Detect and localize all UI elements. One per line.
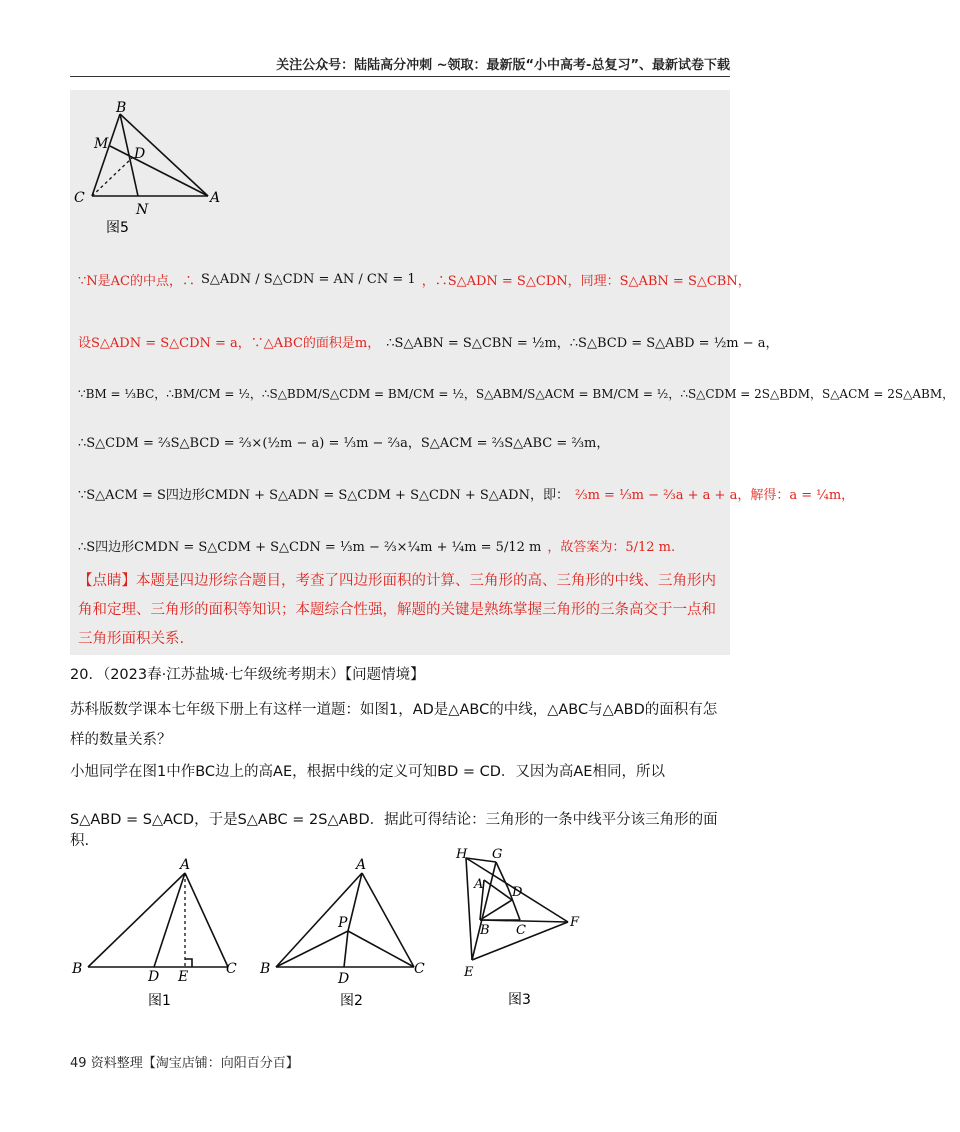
key-point-note: 【点睛】本题是四边形综合题目，考查了四边形面积的计算、三角形的高、三角形的中线、三角形内角和定理、三角形的面积等知识；本题综合性强，解题的关键是熟练掌握三角形的三条高交于一点和三角形面积关系. (78, 573, 716, 647)
fig2-label-d: D (338, 971, 350, 987)
fig3-caption: 图3 (508, 992, 531, 1008)
fig1-label-a: A (180, 857, 191, 873)
problem-paragraph-1: 苏科版数学课本七年级下册上有这样一道题：如图1，AD是△ABC的中线，△ABC与△ABD的面积有怎 (70, 702, 718, 718)
footer-text: 资料整理【淘宝店铺：向阳百分百】 (90, 1056, 299, 1071)
figure-3 (450, 840, 600, 1015)
figure-5 (70, 96, 230, 236)
fig1-caption: 图1 (148, 993, 171, 1009)
fig5-label-b: B (116, 100, 127, 116)
solution-line-1 (78, 270, 757, 289)
problem-paragraph-4: S△ABD = S△ACD，于是S△ABC = 2S△ABD．据此可得结论：三角形的一条中线平分该三角形的面积. (70, 812, 718, 849)
fig2-label-c: C (414, 961, 425, 977)
problem-title: 20．（2023春·江苏盐城·七年级统考期末）【问题情境】 (70, 667, 425, 683)
fig1-label-c: C (226, 961, 237, 977)
fig3-label-g: G (492, 847, 503, 862)
solution-line-6a: ∴S四边形CMDN = S△CDM + S△CDN = ⅓m − ⅔×¼m + ¼m = 5/12 m (78, 540, 542, 555)
solution-line-5 (78, 484, 860, 503)
fig3-label-e: E (464, 965, 474, 980)
fig3-label-b: B (480, 923, 490, 938)
fig3-label-c: C (516, 923, 526, 938)
fig5-label-n: N (136, 202, 149, 218)
fig3-label-f: F (570, 915, 580, 930)
page-footer (70, 1052, 299, 1071)
fig5-caption: 图5 (106, 220, 129, 236)
solution-line-1c: ，∴S△ADN = S△CDN，同理：S△ABN = S△CBN， (421, 274, 751, 289)
fig2-caption: 图2 (340, 993, 363, 1009)
fig1-label-b: B (72, 961, 83, 977)
problem-paragraph-3: 小旭同学在图1中作BC边上的高AE，根据中线的定义可知BD = CD．又因为高AE相同，所以 (70, 764, 665, 780)
fig1-label-e: E (178, 969, 189, 985)
solution-line-5a: ∵S△ACM = S四边形CMDN + S△ADN = S△CDM + S△CDN + S△ADN，即： (78, 488, 569, 503)
fig1-label-d: D (148, 969, 160, 985)
problem-paragraph-2: 样的数量关系？ (70, 732, 172, 748)
solution-line-3-text: ∵BM = ⅓BC，∴BM/CM = ½，∴S△BDM/S△CDM = BM/CM = ½，S△ABM/S△ACM = BM/CM = ½，∴S△CDM = 2S△BDM，S△ACM = 2S△ABM， (78, 387, 955, 401)
fig5-label-d: D (134, 146, 146, 162)
solution-line-5b: ⅔m = ⅓m − ⅔a + a + a，解得：a = ¼m， (574, 488, 855, 503)
solution-line-2b: ∴S△ABN = S△CBN = ½m，∴S△BCD = S△ABD = ½m − a， (386, 336, 779, 351)
solution-line-2a: 设S△ADN = S△CDN = a，∵△ABC的面积是m， (78, 336, 381, 351)
solution-line-1a: ∵N是AC的中点，∴ (78, 274, 195, 289)
figure-2 (258, 855, 438, 1015)
solution-line-3 (78, 385, 960, 402)
fig2-label-a: A (356, 857, 367, 873)
fig5-label-m: M (94, 136, 109, 152)
page-number: 49 (70, 1056, 87, 1071)
fig3-label-h: H (456, 847, 468, 862)
solution-line-6b: ，故答案为：5/12 m. (547, 540, 676, 555)
fig2-label-p: P (338, 915, 348, 931)
fig2-label-b: B (260, 961, 271, 977)
solution-line-4 (78, 432, 615, 451)
solution-line-2 (78, 332, 785, 351)
solution-line-4-text: ∴S△CDM = ⅔S△BCD = ⅔×(½m − a) = ⅓m − ⅔a，S△ACM = ⅔S△ABC = ⅔m， (78, 436, 610, 451)
fig3-label-d: D (512, 885, 523, 900)
solution-line-1b: S△ADN / S△CDN = AN / CN = 1 (200, 272, 416, 287)
fig3-label-a: A (474, 877, 484, 892)
page-header: 关注公众号：陆陆高分冲刺 ~领取：最新版“小中高考-总复习”、最新试卷下载 (70, 54, 730, 77)
fig5-label-a: A (210, 190, 221, 206)
figure-1 (70, 855, 250, 1015)
fig5-label-c: C (74, 190, 85, 206)
solution-line-6 (78, 536, 681, 555)
